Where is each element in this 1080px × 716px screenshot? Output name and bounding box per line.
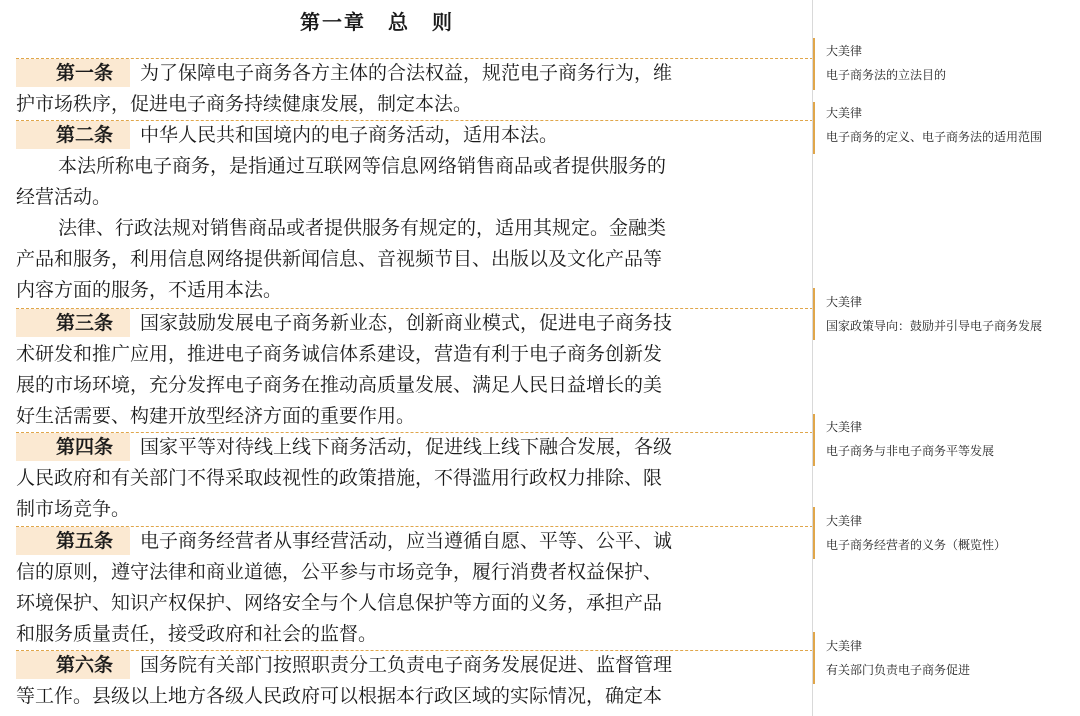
comment-anchor-line bbox=[16, 526, 813, 527]
comment-marker bbox=[813, 102, 815, 154]
comment-text[interactable]: 电子商务法的立法目的 bbox=[826, 68, 947, 82]
article-text-line: 环境保护、知识产权保护、网络安全与个人信息保护等方面的义务，承担产品 bbox=[16, 592, 663, 614]
comment-marker bbox=[813, 38, 815, 90]
comment-text[interactable]: 电子商务的定义、电子商务法的适用范围 bbox=[826, 130, 1043, 144]
comment-text[interactable]: 国家政策导向：鼓励并引导电子商务发展 bbox=[826, 319, 1043, 333]
article-text-line: 为了保障电子商务各方主体的合法权益，规范电子商务行为，维 bbox=[140, 62, 673, 84]
comment-marker bbox=[813, 414, 815, 466]
comment-anchor-line bbox=[16, 308, 813, 309]
article-label[interactable]: 第六条 bbox=[56, 654, 114, 676]
article-text-line: 经营活动。 bbox=[16, 186, 112, 208]
article-label[interactable]: 第三条 bbox=[56, 312, 114, 334]
chapter-title: 第一章 总 则 bbox=[300, 10, 454, 34]
article-text-line: 等工作。县级以上地方各级人民政府可以根据本行政区域的实际情况，确定本 bbox=[16, 685, 663, 707]
article-text-line: 本法所称电子商务，是指通过互联网等信息网络销售商品或者提供服务的 bbox=[58, 155, 667, 177]
comment-author[interactable]: 大美律 bbox=[826, 420, 863, 434]
article-text-line: 法律、行政法规对销售商品或者提供服务有规定的，适用其规定。金融类 bbox=[58, 217, 667, 239]
article-text-line: 电子商务经营者从事经营活动，应当遵循自愿、平等、公平、诚 bbox=[140, 530, 673, 552]
comment-author[interactable]: 大美律 bbox=[826, 44, 863, 58]
comment-text[interactable]: 电子商务经营者的义务（概览性） bbox=[826, 538, 1007, 552]
comment-marker bbox=[813, 288, 815, 340]
article-text-line: 国家平等对待线上线下商务活动，促进线上线下融合发展，各级 bbox=[140, 436, 673, 458]
comment-author[interactable]: 大美律 bbox=[826, 514, 863, 528]
comment-author[interactable]: 大美律 bbox=[826, 639, 863, 653]
article-text-line: 信的原则，遵守法律和商业道德，公平参与市场竞争，履行消费者权益保护、 bbox=[16, 561, 663, 583]
comment-author[interactable]: 大美律 bbox=[826, 295, 863, 309]
article-text-line: 国务院有关部门按照职责分工负责电子商务发展促进、监督管理 bbox=[140, 654, 673, 676]
article-text-line: 护市场秩序，促进电子商务持续健康发展，制定本法。 bbox=[16, 93, 473, 115]
comment-anchor-line bbox=[16, 120, 813, 121]
article-text-line: 产品和服务，利用信息网络提供新闻信息、音视频节目、出版以及文化产品等 bbox=[16, 248, 663, 270]
comment-anchor-line bbox=[16, 650, 813, 651]
article-label[interactable]: 第一条 bbox=[56, 62, 114, 84]
article-text-line: 中华人民共和国境内的电子商务活动，适用本法。 bbox=[140, 124, 559, 146]
article-text-line: 国家鼓励发展电子商务新业态，创新商业模式，促进电子商务技 bbox=[140, 312, 673, 334]
article-label[interactable]: 第四条 bbox=[56, 436, 114, 458]
article-text-line: 内容方面的服务，不适用本法。 bbox=[16, 279, 283, 301]
comment-marker bbox=[813, 507, 815, 559]
comment-anchor-line bbox=[16, 58, 813, 59]
comment-text[interactable]: 电子商务与非电子商务平等发展 bbox=[826, 444, 995, 458]
article-label[interactable]: 第五条 bbox=[56, 530, 114, 552]
article-text-line: 人民政府和有关部门不得采取歧视性的政策措施，不得滥用行政权力排除、限 bbox=[16, 467, 663, 489]
comment-anchor-line bbox=[16, 432, 813, 433]
article-text-line: 制市场竞争。 bbox=[16, 498, 131, 520]
article-text-line: 好生活需要、构建开放型经济方面的重要作用。 bbox=[16, 405, 416, 427]
article-text-line: 和服务质量责任，接受政府和社会的监督。 bbox=[16, 623, 378, 645]
comment-text[interactable]: 有关部门负责电子商务促进 bbox=[826, 663, 971, 677]
article-text-line: 展的市场环境，充分发挥电子商务在推动高质量发展、满足人民日益增长的美 bbox=[16, 374, 663, 396]
comment-marker bbox=[813, 632, 815, 684]
article-label[interactable]: 第二条 bbox=[56, 124, 114, 146]
comment-author[interactable]: 大美律 bbox=[826, 106, 863, 120]
article-text-line: 术研发和推广应用，推进电子商务诚信体系建设，营造有利于电子商务创新发 bbox=[16, 343, 663, 365]
